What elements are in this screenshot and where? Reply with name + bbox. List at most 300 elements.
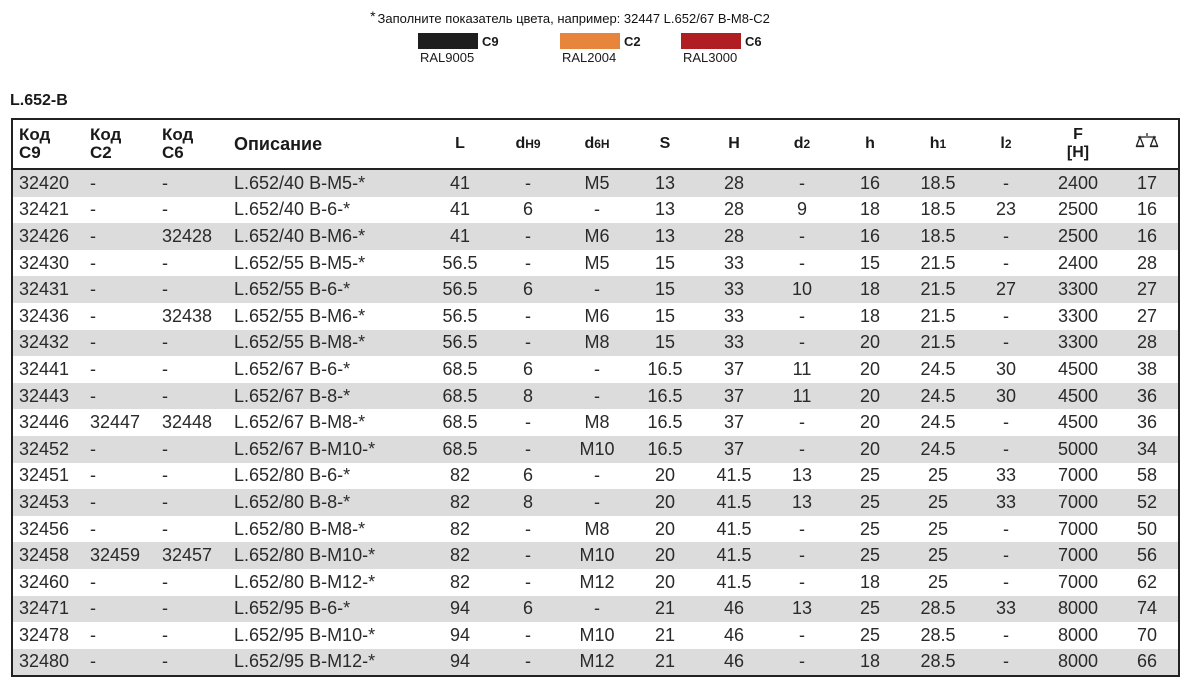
- cell-h: 25: [836, 516, 904, 543]
- cell-l2: -: [972, 436, 1040, 463]
- cell-kod-c9: 32480: [12, 649, 84, 677]
- swatch-ral: RAL2004: [562, 50, 617, 65]
- swatch-code: C9: [482, 33, 499, 49]
- cell-h: 25: [836, 542, 904, 569]
- cell-d2: 13: [768, 463, 836, 490]
- cell-d2: -: [768, 622, 836, 649]
- cell-kod-c6: -: [156, 250, 228, 277]
- cell-S: 20: [630, 516, 700, 543]
- cell-H: 41.5: [700, 516, 768, 543]
- cell-l2: 33: [972, 596, 1040, 623]
- cell-F: 7000: [1040, 569, 1116, 596]
- cell-F: 2400: [1040, 169, 1116, 197]
- cell-F: 8000: [1040, 622, 1116, 649]
- cell-dH9: -: [492, 169, 564, 197]
- cell-d2: 13: [768, 489, 836, 516]
- cell-l2: 33: [972, 489, 1040, 516]
- cell-S: 16.5: [630, 436, 700, 463]
- cell-kod-c6: -: [156, 276, 228, 303]
- cell-h1: 25: [904, 542, 972, 569]
- cell-h: 20: [836, 383, 904, 410]
- cell-weight: 56: [1116, 542, 1179, 569]
- cell-dH9: 6: [492, 356, 564, 383]
- cell-F: 3300: [1040, 303, 1116, 330]
- cell-H: 41.5: [700, 463, 768, 490]
- cell-l2: -: [972, 169, 1040, 197]
- cell-dH9: -: [492, 622, 564, 649]
- cell-h: 20: [836, 330, 904, 357]
- table-row: [12, 516, 1179, 543]
- cell-S: 20: [630, 542, 700, 569]
- col-S: S: [630, 119, 700, 169]
- cell-opisanie: L.652/95 B-6-*: [228, 596, 428, 623]
- cell-kod-c2: -: [84, 383, 156, 410]
- col-F: F [H]: [1040, 119, 1116, 169]
- col-kod-c6: Код C6: [156, 119, 228, 169]
- cell-kod-c6: -: [156, 489, 228, 516]
- cell-d2: 11: [768, 383, 836, 410]
- cell-h: 25: [836, 463, 904, 490]
- cell-dH9: 8: [492, 383, 564, 410]
- table-row: [12, 596, 1179, 623]
- cell-L: 82: [428, 489, 492, 516]
- cell-F: 8000: [1040, 596, 1116, 623]
- cell-S: 20: [630, 489, 700, 516]
- cell-weight: 38: [1116, 356, 1179, 383]
- cell-S: 16.5: [630, 383, 700, 410]
- cell-d6H: M8: [564, 409, 630, 436]
- cell-kod-c6: -: [156, 197, 228, 224]
- cell-kod-c6: -: [156, 356, 228, 383]
- cell-kod-c2: -: [84, 622, 156, 649]
- table-row: [12, 649, 1179, 677]
- cell-kod-c6: -: [156, 516, 228, 543]
- table-row: [12, 489, 1179, 516]
- cell-kod-c6: 32438: [156, 303, 228, 330]
- table-title: L.652-B: [10, 92, 68, 109]
- cell-weight: 70: [1116, 622, 1179, 649]
- cell-S: 13: [630, 223, 700, 250]
- cell-H: 37: [700, 409, 768, 436]
- swatch-ral: RAL9005: [420, 50, 475, 65]
- cell-d2: -: [768, 250, 836, 277]
- cell-h1: 28.5: [904, 649, 972, 677]
- cell-kod-c9: 32431: [12, 276, 84, 303]
- cell-F: 4500: [1040, 383, 1116, 410]
- cell-H: 37: [700, 383, 768, 410]
- col-opisanie: Описание: [228, 119, 428, 169]
- cell-d6H: M6: [564, 223, 630, 250]
- cell-weight: 17: [1116, 169, 1179, 197]
- cell-h1: 28.5: [904, 596, 972, 623]
- color-note-text: Заполните показатель цвета, например: 32447 L.652/67 B-M8-C2: [377, 11, 770, 26]
- cell-kod-c9: 32436: [12, 303, 84, 330]
- cell-L: 41: [428, 223, 492, 250]
- col-H: H: [700, 119, 768, 169]
- cell-kod-c9: 32456: [12, 516, 84, 543]
- cell-kod-c2: -: [84, 223, 156, 250]
- table-row: [12, 356, 1179, 383]
- cell-weight: 28: [1116, 250, 1179, 277]
- cell-H: 46: [700, 622, 768, 649]
- cell-kod-c2: -: [84, 169, 156, 197]
- cell-kod-c2: -: [84, 569, 156, 596]
- cell-kod-c2: 32459: [84, 542, 156, 569]
- cell-kod-c2: -: [84, 649, 156, 677]
- cell-h1: 25: [904, 489, 972, 516]
- cell-F: 8000: [1040, 649, 1116, 677]
- cell-L: 82: [428, 463, 492, 490]
- cell-kod-c9: 32453: [12, 489, 84, 516]
- cell-S: 21: [630, 622, 700, 649]
- cell-dH9: -: [492, 436, 564, 463]
- cell-H: 33: [700, 330, 768, 357]
- cell-weight: 66: [1116, 649, 1179, 677]
- swatch-c9: [418, 33, 499, 65]
- cell-opisanie: L.652/40 B-6-*: [228, 197, 428, 224]
- cell-kod-c6: -: [156, 622, 228, 649]
- cell-d6H: M8: [564, 516, 630, 543]
- cell-dH9: 6: [492, 463, 564, 490]
- cell-H: 37: [700, 436, 768, 463]
- cell-F: 7000: [1040, 489, 1116, 516]
- table-row: [12, 197, 1179, 224]
- col-d6H: d6H: [564, 119, 630, 169]
- cell-kod-c6: 32428: [156, 223, 228, 250]
- cell-d6H: M5: [564, 250, 630, 277]
- cell-opisanie: L.652/95 B-M12-*: [228, 649, 428, 677]
- cell-F: 2400: [1040, 250, 1116, 277]
- color-note: [0, 8, 1140, 26]
- color-swatch-c9: [418, 33, 478, 49]
- cell-H: 33: [700, 303, 768, 330]
- cell-h1: 28.5: [904, 622, 972, 649]
- table-row: [12, 409, 1179, 436]
- col-weight: [1116, 119, 1179, 169]
- cell-weight: 16: [1116, 197, 1179, 224]
- cell-kod-c9: 32421: [12, 197, 84, 224]
- table-row: [12, 383, 1179, 410]
- cell-h: 18: [836, 569, 904, 596]
- color-swatch-c6: [681, 33, 741, 49]
- cell-F: 2500: [1040, 197, 1116, 224]
- cell-dH9: -: [492, 330, 564, 357]
- cell-h1: 21.5: [904, 250, 972, 277]
- cell-h1: 18.5: [904, 223, 972, 250]
- cell-opisanie: L.652/55 B-M5-*: [228, 250, 428, 277]
- scale-icon: [1135, 131, 1159, 153]
- cell-kod-c9: 32460: [12, 569, 84, 596]
- cell-opisanie: L.652/40 B-M6-*: [228, 223, 428, 250]
- cell-kod-c6: -: [156, 596, 228, 623]
- cell-kod-c2: 32447: [84, 409, 156, 436]
- cell-kod-c6: -: [156, 169, 228, 197]
- cell-dH9: -: [492, 303, 564, 330]
- cell-L: 94: [428, 622, 492, 649]
- cell-d2: -: [768, 409, 836, 436]
- cell-F: 2500: [1040, 223, 1116, 250]
- cell-F: 4500: [1040, 409, 1116, 436]
- cell-opisanie: L.652/67 B-M8-*: [228, 409, 428, 436]
- cell-kod-c9: 32452: [12, 436, 84, 463]
- cell-l2: 23: [972, 197, 1040, 224]
- cell-h1: 24.5: [904, 436, 972, 463]
- cell-L: 56.5: [428, 250, 492, 277]
- cell-kod-c2: -: [84, 197, 156, 224]
- cell-L: 82: [428, 569, 492, 596]
- cell-L: 94: [428, 649, 492, 677]
- cell-L: 94: [428, 596, 492, 623]
- cell-kod-c2: -: [84, 489, 156, 516]
- cell-F: 7000: [1040, 463, 1116, 490]
- cell-kod-c2: -: [84, 463, 156, 490]
- swatch-c6: [681, 33, 762, 65]
- cell-S: 20: [630, 463, 700, 490]
- cell-h1: 21.5: [904, 276, 972, 303]
- cell-H: 41.5: [700, 569, 768, 596]
- cell-l2: -: [972, 542, 1040, 569]
- cell-d2: -: [768, 649, 836, 677]
- col-d2: d2: [768, 119, 836, 169]
- cell-h1: 25: [904, 569, 972, 596]
- cell-kod-c9: 32471: [12, 596, 84, 623]
- cell-weight: 28: [1116, 330, 1179, 357]
- cell-d6H: M6: [564, 303, 630, 330]
- cell-weight: 52: [1116, 489, 1179, 516]
- cell-kod-c2: -: [84, 436, 156, 463]
- cell-opisanie: L.652/80 B-M8-*: [228, 516, 428, 543]
- cell-h: 18: [836, 276, 904, 303]
- cell-kod-c2: -: [84, 596, 156, 623]
- cell-d6H: M5: [564, 169, 630, 197]
- cell-kod-c9: 32478: [12, 622, 84, 649]
- cell-opisanie: L.652/80 B-6-*: [228, 463, 428, 490]
- cell-L: 68.5: [428, 409, 492, 436]
- cell-d6H: M12: [564, 649, 630, 677]
- cell-kod-c2: -: [84, 276, 156, 303]
- col-kod-c9: Код C9: [12, 119, 84, 169]
- cell-F: 7000: [1040, 542, 1116, 569]
- cell-kod-c6: 32457: [156, 542, 228, 569]
- col-h1: h1: [904, 119, 972, 169]
- cell-F: 5000: [1040, 436, 1116, 463]
- cell-F: 3300: [1040, 276, 1116, 303]
- cell-d6H: M10: [564, 542, 630, 569]
- table-row: [12, 463, 1179, 490]
- cell-weight: 58: [1116, 463, 1179, 490]
- cell-h1: 24.5: [904, 409, 972, 436]
- cell-h1: 25: [904, 516, 972, 543]
- table-row: [12, 436, 1179, 463]
- cell-kod-c6: -: [156, 330, 228, 357]
- cell-opisanie: L.652/95 B-M10-*: [228, 622, 428, 649]
- cell-l2: 27: [972, 276, 1040, 303]
- cell-S: 13: [630, 169, 700, 197]
- cell-F: 7000: [1040, 516, 1116, 543]
- cell-kod-c2: -: [84, 330, 156, 357]
- cell-kod-c9: 32420: [12, 169, 84, 197]
- cell-l2: 30: [972, 356, 1040, 383]
- cell-S: 21: [630, 596, 700, 623]
- cell-d6H: -: [564, 463, 630, 490]
- cell-dH9: -: [492, 649, 564, 677]
- cell-kod-c2: -: [84, 356, 156, 383]
- cell-S: 15: [630, 250, 700, 277]
- cell-H: 41.5: [700, 489, 768, 516]
- cell-L: 68.5: [428, 356, 492, 383]
- cell-d6H: M10: [564, 622, 630, 649]
- cell-d2: -: [768, 569, 836, 596]
- cell-d2: -: [768, 169, 836, 197]
- spec-table: [11, 118, 1180, 677]
- cell-l2: -: [972, 303, 1040, 330]
- cell-l2: 33: [972, 463, 1040, 490]
- cell-dH9: 6: [492, 276, 564, 303]
- cell-S: 15: [630, 303, 700, 330]
- cell-h1: 21.5: [904, 303, 972, 330]
- cell-l2: -: [972, 409, 1040, 436]
- cell-d2: 11: [768, 356, 836, 383]
- cell-H: 28: [700, 197, 768, 224]
- cell-h: 20: [836, 356, 904, 383]
- cell-h: 18: [836, 197, 904, 224]
- cell-kod-c2: -: [84, 250, 156, 277]
- cell-d2: -: [768, 436, 836, 463]
- col-h: h: [836, 119, 904, 169]
- cell-dH9: -: [492, 569, 564, 596]
- table-row: [12, 169, 1179, 197]
- cell-kod-c6: -: [156, 383, 228, 410]
- cell-kod-c2: -: [84, 303, 156, 330]
- cell-S: 20: [630, 569, 700, 596]
- header-row: [12, 119, 1179, 169]
- cell-h: 25: [836, 489, 904, 516]
- cell-H: 28: [700, 223, 768, 250]
- cell-S: 16.5: [630, 409, 700, 436]
- cell-l2: 30: [972, 383, 1040, 410]
- cell-opisanie: L.652/55 B-M8-*: [228, 330, 428, 357]
- cell-kod-c9: 32426: [12, 223, 84, 250]
- cell-kod-c6: 32448: [156, 409, 228, 436]
- cell-opisanie: L.652/55 B-M6-*: [228, 303, 428, 330]
- cell-d2: 9: [768, 197, 836, 224]
- cell-dH9: 8: [492, 489, 564, 516]
- cell-weight: 62: [1116, 569, 1179, 596]
- cell-h: 16: [836, 223, 904, 250]
- cell-S: 15: [630, 330, 700, 357]
- cell-h: 18: [836, 303, 904, 330]
- cell-S: 21: [630, 649, 700, 677]
- cell-d6H: M10: [564, 436, 630, 463]
- cell-L: 41: [428, 197, 492, 224]
- cell-L: 82: [428, 542, 492, 569]
- cell-d6H: M8: [564, 330, 630, 357]
- cell-d6H: -: [564, 197, 630, 224]
- table-row: [12, 223, 1179, 250]
- cell-kod-c9: 32443: [12, 383, 84, 410]
- cell-weight: 74: [1116, 596, 1179, 623]
- cell-kod-c9: 32458: [12, 542, 84, 569]
- cell-kod-c9: 32451: [12, 463, 84, 490]
- cell-kod-c9: 32441: [12, 356, 84, 383]
- cell-d2: 13: [768, 596, 836, 623]
- cell-weight: 27: [1116, 303, 1179, 330]
- cell-L: 41: [428, 169, 492, 197]
- cell-H: 33: [700, 250, 768, 277]
- cell-dH9: 6: [492, 197, 564, 224]
- asterisk: *: [370, 8, 376, 24]
- cell-l2: -: [972, 649, 1040, 677]
- swatch-code: C2: [624, 33, 641, 49]
- col-kod-c2: Код C2: [84, 119, 156, 169]
- cell-H: 46: [700, 649, 768, 677]
- cell-dH9: -: [492, 250, 564, 277]
- cell-l2: -: [972, 569, 1040, 596]
- cell-kod-c9: 32432: [12, 330, 84, 357]
- col-l2: l2: [972, 119, 1040, 169]
- cell-d2: -: [768, 223, 836, 250]
- cell-d6H: -: [564, 276, 630, 303]
- cell-opisanie: L.652/67 B-M10-*: [228, 436, 428, 463]
- cell-h: 20: [836, 409, 904, 436]
- col-L: L: [428, 119, 492, 169]
- cell-opisanie: L.652/67 B-8-*: [228, 383, 428, 410]
- cell-d2: -: [768, 303, 836, 330]
- cell-l2: -: [972, 330, 1040, 357]
- cell-dH9: -: [492, 223, 564, 250]
- cell-l2: -: [972, 622, 1040, 649]
- cell-d6H: -: [564, 356, 630, 383]
- cell-h: 16: [836, 169, 904, 197]
- cell-F: 4500: [1040, 356, 1116, 383]
- swatch-c2: [560, 33, 641, 65]
- cell-h: 18: [836, 649, 904, 677]
- cell-opisanie: L.652/80 B-8-*: [228, 489, 428, 516]
- cell-L: 56.5: [428, 303, 492, 330]
- cell-weight: 36: [1116, 409, 1179, 436]
- cell-kod-c6: -: [156, 463, 228, 490]
- cell-d2: 10: [768, 276, 836, 303]
- cell-opisanie: L.652/80 B-M12-*: [228, 569, 428, 596]
- table-row: [12, 250, 1179, 277]
- cell-h: 15: [836, 250, 904, 277]
- cell-S: 15: [630, 276, 700, 303]
- table-row: [12, 542, 1179, 569]
- cell-l2: -: [972, 250, 1040, 277]
- cell-H: 46: [700, 596, 768, 623]
- cell-weight: 34: [1116, 436, 1179, 463]
- cell-L: 68.5: [428, 383, 492, 410]
- cell-h1: 24.5: [904, 356, 972, 383]
- cell-weight: 16: [1116, 223, 1179, 250]
- cell-l2: -: [972, 516, 1040, 543]
- cell-d6H: M12: [564, 569, 630, 596]
- cell-S: 13: [630, 197, 700, 224]
- cell-h: 25: [836, 596, 904, 623]
- cell-d6H: -: [564, 383, 630, 410]
- cell-weight: 36: [1116, 383, 1179, 410]
- cell-kod-c6: -: [156, 569, 228, 596]
- cell-l2: -: [972, 223, 1040, 250]
- cell-h1: 18.5: [904, 197, 972, 224]
- cell-opisanie: L.652/67 B-6-*: [228, 356, 428, 383]
- swatch-ral: RAL3000: [683, 50, 738, 65]
- cell-kod-c9: 32430: [12, 250, 84, 277]
- cell-h1: 18.5: [904, 169, 972, 197]
- cell-F: 3300: [1040, 330, 1116, 357]
- cell-H: 37: [700, 356, 768, 383]
- cell-dH9: -: [492, 409, 564, 436]
